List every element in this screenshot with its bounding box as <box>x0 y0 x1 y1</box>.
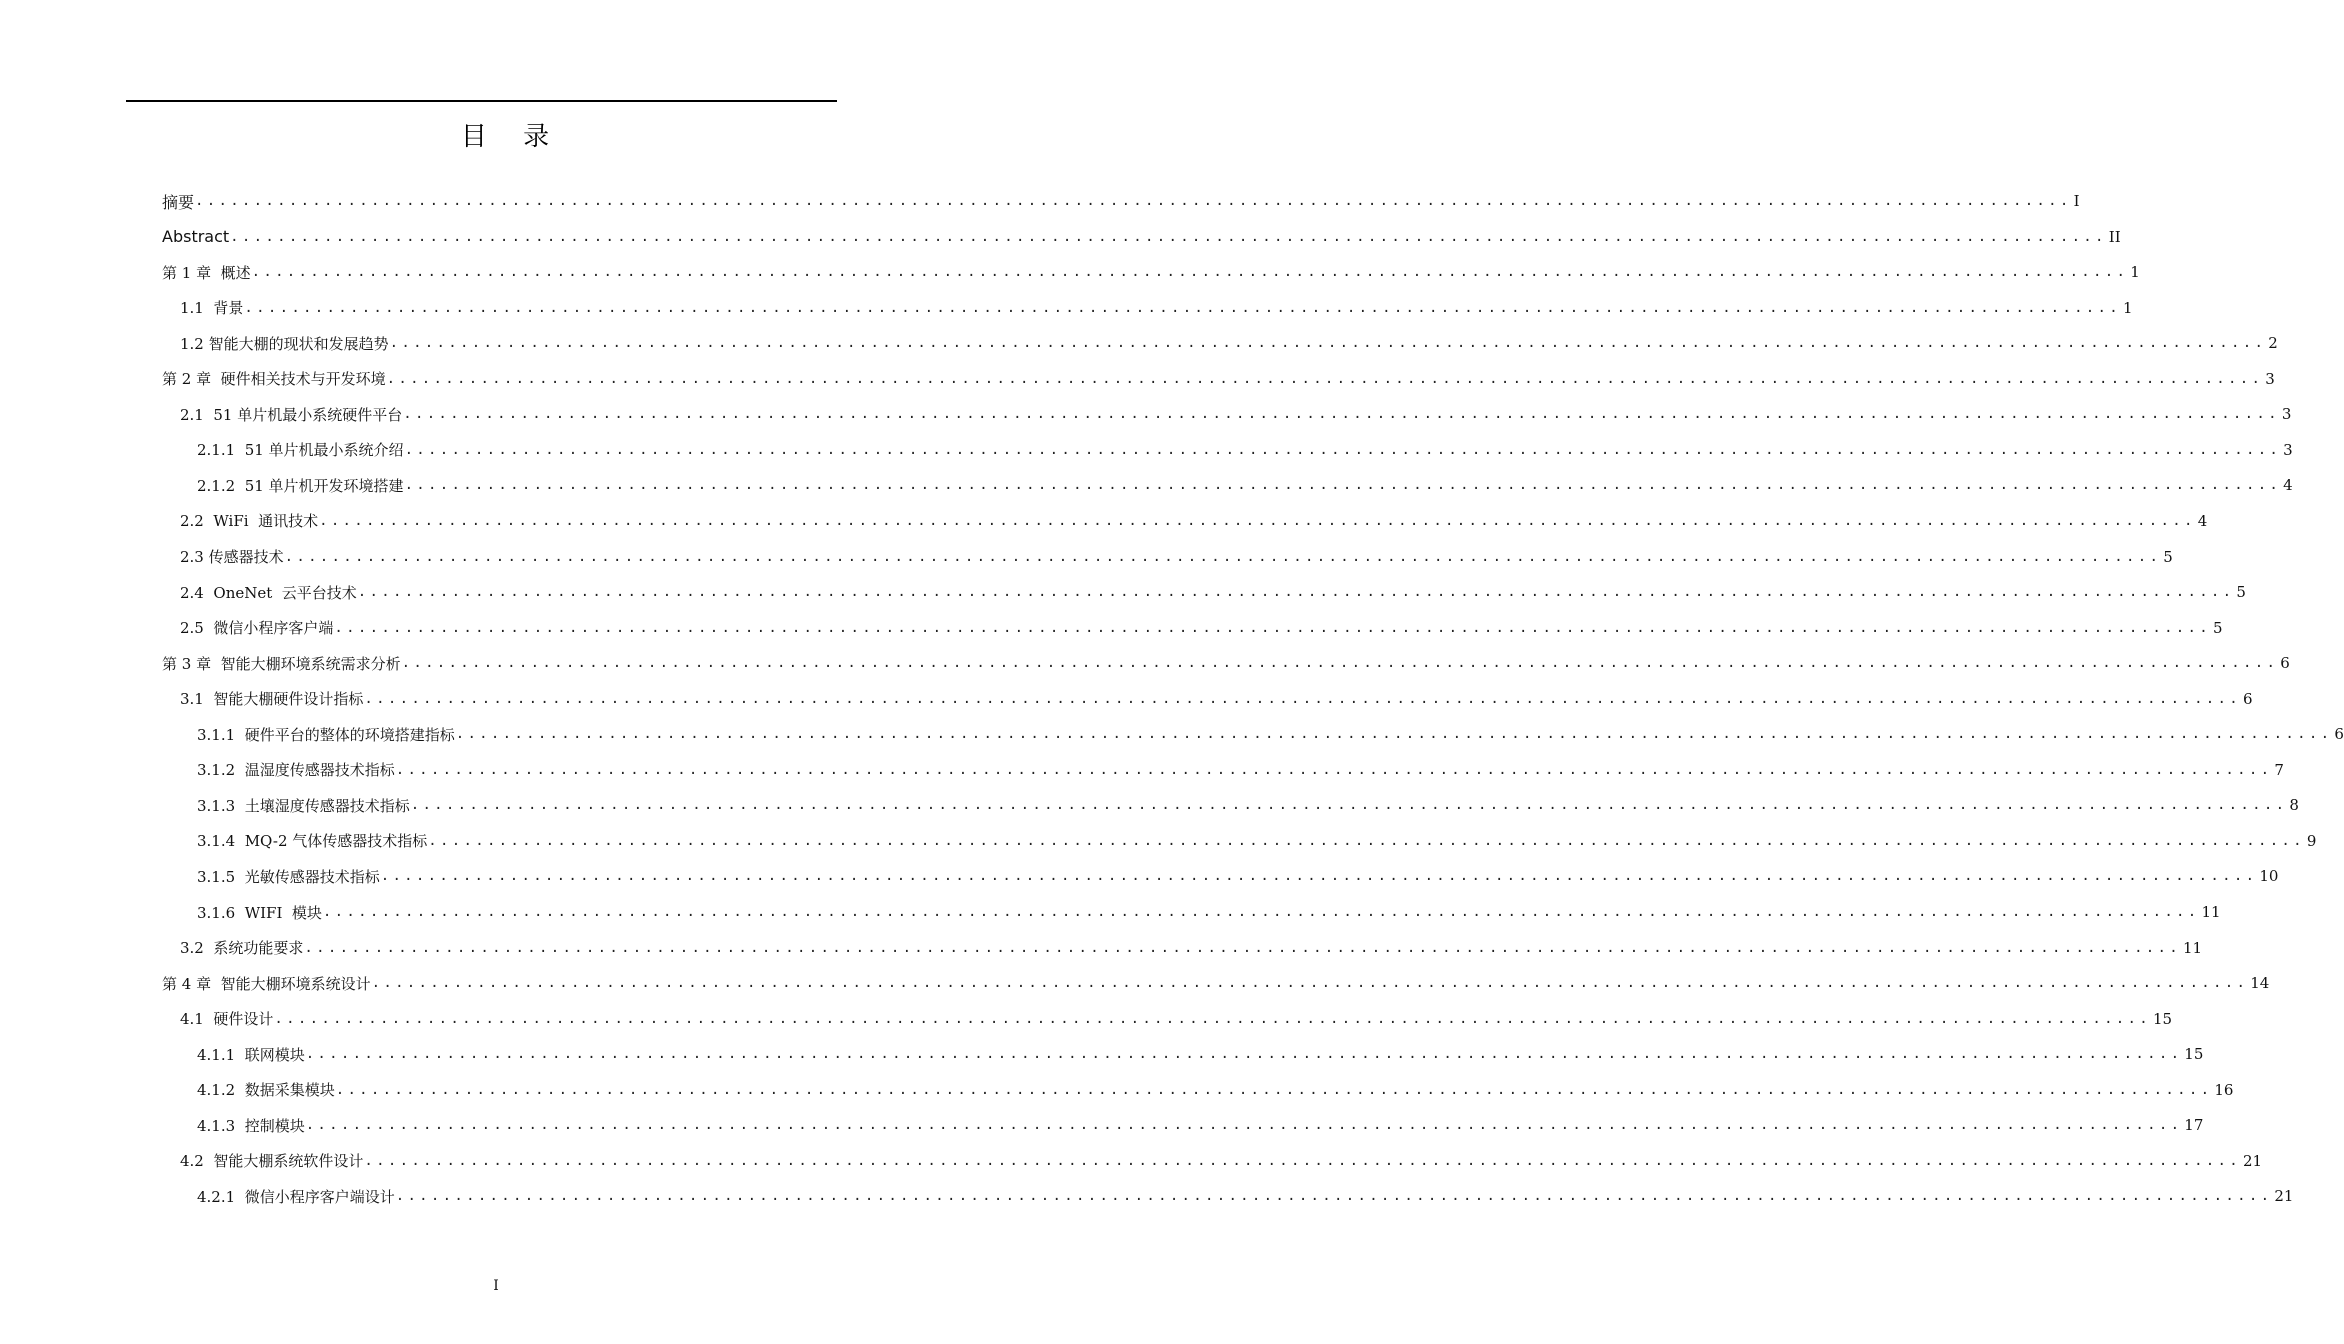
toc-entry[interactable] <box>197 467 2293 503</box>
toc-entry-title: 2.1.2 51 单片机开发环境搭建 <box>197 476 404 495</box>
dot-leader: ................................................................................................................................................................ <box>195 193 2072 209</box>
toc-entry-page: 1 <box>2130 263 2140 282</box>
toc-entry-page: 5 <box>2213 618 2223 637</box>
dot-leader: ................................................................................................................................................................ <box>380 868 2258 885</box>
toc-entry-title: 3.1.1 硬件平台的整体的环境搭建指标 <box>197 725 455 744</box>
dot-leader: ................................................................................................................................................................ <box>386 370 2264 387</box>
dot-leader: ................................................................................................................................................................ <box>334 619 2211 636</box>
toc-entry-page: 7 <box>2274 760 2284 779</box>
dot-leader: ................................................................................................................................................................ <box>304 939 2181 956</box>
toc-entry-title: 3.1.3 土壤湿度传感器技术指标 <box>197 796 410 815</box>
dot-leader: ................................................................................................................................................................ <box>357 584 2235 601</box>
toc-entry[interactable] <box>197 858 2279 894</box>
toc-entry-title: 4.1.2 数据采集模块 <box>197 1081 335 1100</box>
toc-entry-page: 15 <box>2153 1009 2173 1028</box>
dot-leader: ................................................................................................................................................................ <box>455 726 2333 743</box>
dot-leader: ................................................................................................................................................................ <box>305 1046 2183 1063</box>
toc-entry-page: II <box>2108 227 2121 246</box>
toc-entry-title: 2.4 OneNet 云平台技术 <box>180 583 357 602</box>
toc-entry-title: 3.1.4 MQ-2 气体传感器技术指标 <box>197 832 428 851</box>
toc-entry[interactable] <box>197 1072 2234 1108</box>
toc-entry-title: 第 4 章 智能大棚环境系统设计 <box>162 974 371 993</box>
toc-entry-page: 14 <box>2250 974 2270 993</box>
toc-entry-title: 3.1 智能大棚硬件设计指标 <box>180 690 364 709</box>
toc-entry-page: 5 <box>2236 583 2246 602</box>
toc-entry-title: 第 1 章 概述 <box>162 263 251 282</box>
toc-entry-title: 摘要 <box>162 192 195 212</box>
toc-entry-page: 3 <box>2283 440 2293 459</box>
toc-entry[interactable] <box>162 361 2275 397</box>
page-title: 目 录 <box>460 122 564 152</box>
toc-entry-page: 21 <box>2274 1187 2294 1206</box>
header-rule <box>126 100 837 102</box>
dot-leader: ................................................................................................................................................................ <box>251 264 2129 281</box>
toc-entry[interactable] <box>162 183 2080 219</box>
toc-entry-page: 5 <box>2163 547 2173 566</box>
toc-entry-title: 2.1.1 51 单片机最小系统介绍 <box>197 441 404 460</box>
toc-entry[interactable] <box>180 539 2173 575</box>
toc-entry[interactable] <box>197 432 2293 468</box>
toc-entry[interactable] <box>162 965 2270 1001</box>
dot-leader: ................................................................................................................................................................ <box>364 690 2241 707</box>
toc-entry[interactable] <box>197 1107 2204 1143</box>
toc-entry[interactable] <box>162 219 2121 255</box>
toc-entry-page: 6 <box>2280 654 2290 673</box>
toc-entry-page: 6 <box>2243 689 2253 708</box>
toc-entry-page: 3 <box>2265 369 2275 388</box>
toc-entry[interactable] <box>180 1001 2173 1037</box>
toc-entry-title: 第 3 章 智能大棚环境系统需求分析 <box>162 654 401 673</box>
dot-leader: ................................................................................................................................................................ <box>322 904 2200 920</box>
toc-entry-page: 4 <box>2283 476 2293 495</box>
toc-entry-title: 1.1 背景 <box>180 299 244 318</box>
dot-leader: ................................................................................................................................................................ <box>244 299 2121 316</box>
dot-leader: ................................................................................................................................................................ <box>230 228 2107 245</box>
dot-leader: ................................................................................................................................................................ <box>403 406 2280 423</box>
dot-leader: ................................................................................................................................................................ <box>389 335 2267 352</box>
toc-entry-title: 4.1.1 联网模块 <box>197 1045 305 1064</box>
dot-leader: ................................................................................................................................................................ <box>305 1117 2183 1134</box>
toc-entry-page: 17 <box>2184 1116 2204 1135</box>
dot-leader: ................................................................................................................................................................ <box>401 655 2279 672</box>
dot-leader: ................................................................................................................................................................ <box>395 1188 2273 1205</box>
toc-entry-page: 10 <box>2259 867 2279 886</box>
toc-entry[interactable] <box>180 503 2208 539</box>
toc-entry-title: 2.1 51 单片机最小系统硬件平台 <box>180 405 403 424</box>
toc-entry-title: 4.1.3 控制模块 <box>197 1116 305 1135</box>
toc-entry[interactable] <box>162 254 2140 290</box>
dot-leader: ................................................................................................................................................................ <box>364 1152 2241 1169</box>
toc-entry[interactable] <box>180 610 2223 646</box>
dot-leader: ................................................................................................................................................................ <box>404 441 2282 458</box>
toc-entry-page: 2 <box>2268 334 2278 353</box>
toc-entry-page: 21 <box>2243 1151 2263 1170</box>
toc-entry-page: 6 <box>2334 725 2344 744</box>
toc-entry[interactable] <box>180 1143 2263 1179</box>
toc-entry-title: 2.5 微信小程序客户端 <box>180 619 334 638</box>
toc-entry-title: 3.2 系统功能要求 <box>180 939 304 958</box>
toc-entry-title: 4.2 智能大棚系统软件设计 <box>180 1152 364 1171</box>
toc-entry-title: 1.2 智能大棚的现状和发展趋势 <box>180 334 389 353</box>
toc-entry[interactable] <box>197 823 2317 859</box>
toc-entry-page: 4 <box>2197 511 2208 530</box>
toc-entry-title: 4.2.1 微信小程序客户端设计 <box>197 1187 395 1206</box>
dot-leader: ................................................................................................................................................................ <box>284 548 2162 565</box>
toc-entry[interactable] <box>180 396 2292 432</box>
toc-entry[interactable] <box>197 1178 2294 1214</box>
toc-entry-title: 3.1.5 光敏传感器技术指标 <box>197 867 380 886</box>
toc-entry[interactable] <box>180 290 2133 326</box>
toc-entry-page: I <box>2073 192 2080 210</box>
toc-entry[interactable] <box>197 894 2221 930</box>
toc-entry-page: 16 <box>2214 1080 2234 1099</box>
dot-leader: ................................................................................................................................................................ <box>335 1081 2213 1098</box>
toc-entry[interactable] <box>197 716 2344 752</box>
toc-entry[interactable] <box>162 645 2290 681</box>
dot-leader: ................................................................................................................................................................ <box>319 512 2196 529</box>
toc-entry-page: 8 <box>2289 796 2299 815</box>
toc-entry-title: Abstract <box>162 227 230 247</box>
toc-entry-title: 第 2 章 硬件相关技术与开发环境 <box>162 370 386 389</box>
page-number: I <box>493 1278 499 1294</box>
dot-leader: ................................................................................................................................................................ <box>428 832 2305 849</box>
toc-entry-title: 2.2 WiFi 通讯技术 <box>180 512 319 531</box>
toc-entry[interactable] <box>197 752 2284 788</box>
dot-leader: ................................................................................................................................................................ <box>371 975 2249 992</box>
toc-entry[interactable] <box>180 681 2253 717</box>
toc-entry-page: 11 <box>2201 903 2221 921</box>
toc-entry-page: 1 <box>2123 298 2133 317</box>
toc-entry-title: 3.1.2 温湿度传感器技术指标 <box>197 761 395 780</box>
toc-entry-title: 4.1 硬件设计 <box>180 1010 274 1029</box>
toc-entry-title: 2.3 传感器技术 <box>180 548 284 566</box>
dot-leader: ................................................................................................................................................................ <box>410 797 2288 814</box>
toc-entry[interactable] <box>197 1036 2204 1072</box>
dot-leader: ................................................................................................................................................................ <box>395 761 2273 778</box>
toc-entry-page: 3 <box>2281 405 2292 424</box>
toc-entry[interactable] <box>180 930 2203 966</box>
toc-entry[interactable] <box>180 574 2246 610</box>
toc-entry-page: 15 <box>2184 1045 2204 1064</box>
toc-entry[interactable] <box>180 325 2278 361</box>
toc-entry-page: 11 <box>2183 938 2203 957</box>
toc-entry-title: 3.1.6 WIFI 模块 <box>197 903 322 922</box>
dot-leader: ................................................................................................................................................................ <box>404 477 2282 494</box>
toc-entry-page: 9 <box>2306 831 2317 850</box>
dot-leader: ................................................................................................................................................................ <box>274 1010 2151 1027</box>
toc-entry[interactable] <box>197 787 2299 823</box>
